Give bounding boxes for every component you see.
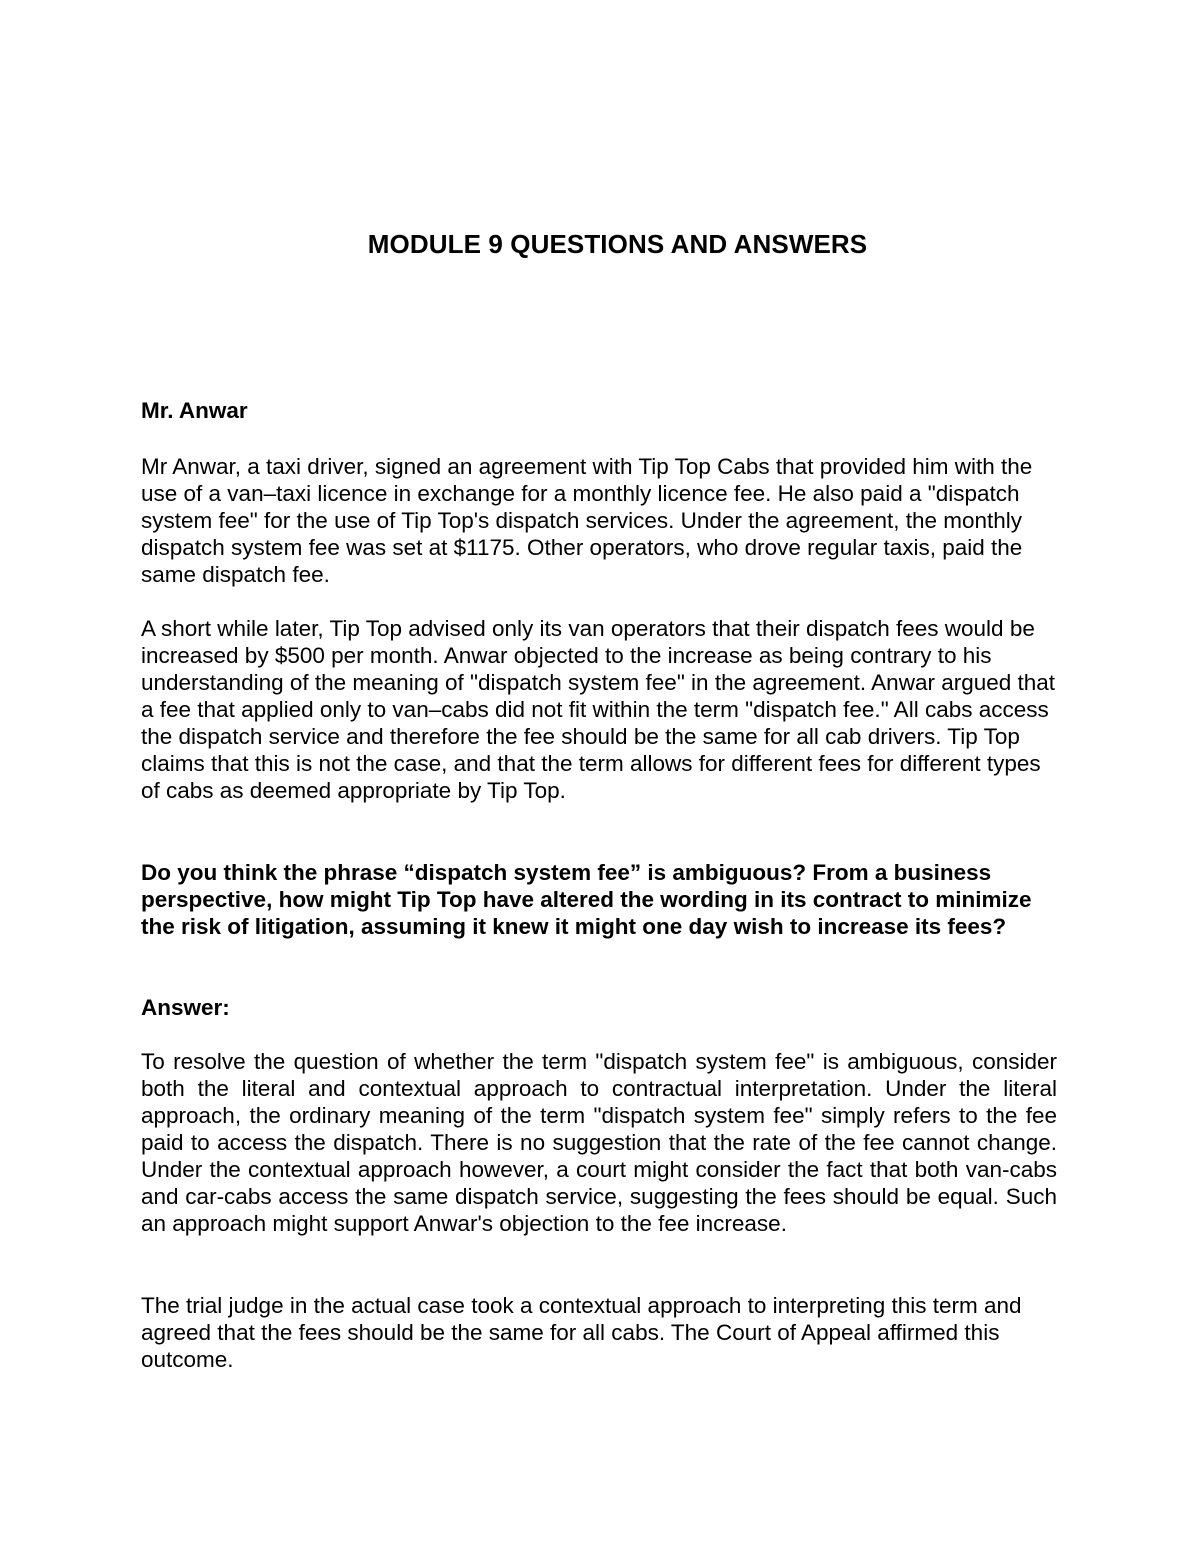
case-paragraph-2: A short while later, Tip Top advised only its van operators that their dispatch fees would be increased by $500 per month. Anwar objected to the increase as being contrary to his understanding of the meaning of "dispatch system fee" in the agreement. Anwar argued that a fee that applied only to van–cabs did not fit within the term "dispatch fee." All cabs access the dispatch service and therefore the fee should be the same for all cab drivers. Tip Top claims that this is not the case, and that the term allows for different fees for different types of cabs as deemed appropriate by Tip Top.	[141, 616, 1056, 803]
section-heading: Mr. Anwar	[141, 398, 248, 423]
case-paragraph-1: Mr Anwar, a taxi driver, signed an agreement with Tip Top Cabs that provided him with the use of a van–taxi licence in exchange for a monthly licence fee. He also paid a "dispatch system fee" for the use of Tip Top's dispatch services. Under the agreement, the monthly dispatch system fee was set at $1175. Other operators, who drove regular taxis, paid the same dispatch fee.	[141, 454, 1033, 587]
answer-paragraph-1: To resolve the question of whether the term "dispatch system fee" is ambiguous, consider both the literal and contextual approach to contractual interpretation. Under the literal approach, the ordinary meaning of the term "dispatch system fee" simply refers to the fee paid to access the dispatch. There is no suggestion that the rate of the fee cannot change. Under the contextual approach however, a court might consider the fact that both van-cabs and car-cabs access the same dispatch service, suggesting the fees should be equal. Such an approach might support Anwar's objection to the fee increase.	[141, 1049, 1057, 1236]
page-title: MODULE 9 QUESTIONS AND ANSWERS	[367, 229, 868, 259]
question-text: Do you think the phrase “dispatch system fee” is ambiguous? From a business perspective, how might Tip Top have altered the wording in its contract to minimize the risk of litigation, assuming it knew it might one day wish to increase its fees?	[141, 860, 1032, 939]
answer-paragraph-2: The trial judge in the actual case took a contextual approach to interpreting this term and agreed that the fees should be the same for all cabs. The Court of Appeal affirmed this outcome.	[141, 1293, 1022, 1372]
answer-label: Answer:	[141, 995, 230, 1020]
